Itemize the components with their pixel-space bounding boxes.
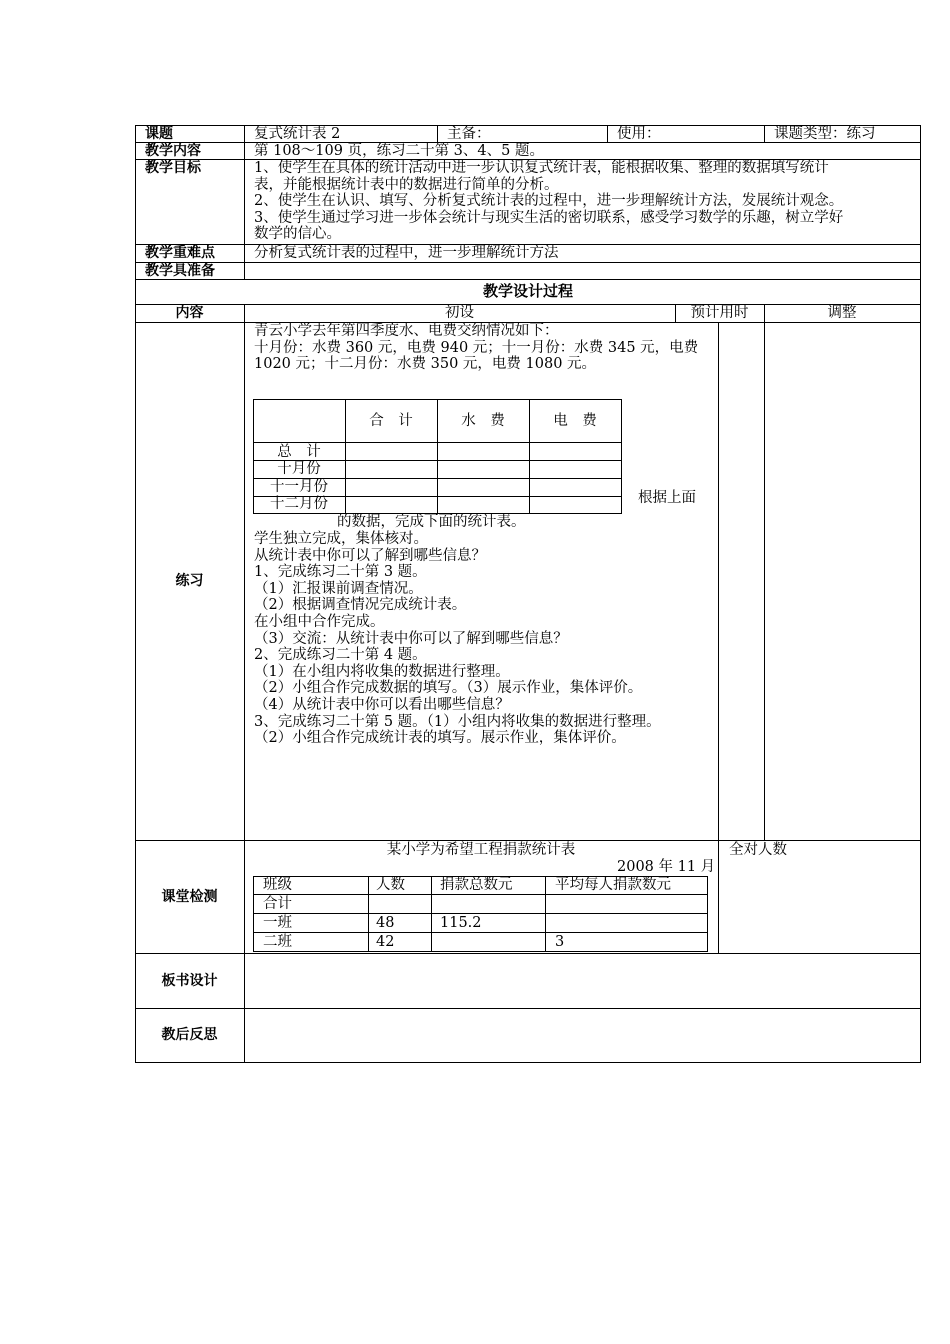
goal-line: 数学的信心。 <box>254 226 341 243</box>
col-line <box>920 125 921 1062</box>
lesson-title: 复式统计表 2 <box>254 126 341 142</box>
step-line: 3、完成练习二十第 5 题。（1）小组内将收集的数据进行整理。 <box>254 713 661 730</box>
lesson-label: 课题 <box>145 126 173 142</box>
goal-line: 表，并能根据统计表中的数据进行简单的分析。 <box>254 176 559 193</box>
step-line: （3）交流：从统计表中你可以了解到哪些信息？ <box>254 630 568 647</box>
step-line: （1）汇报课前调查情况。 <box>254 580 423 597</box>
col-draft-header: 初设 <box>445 305 474 321</box>
donation-cell: 42 <box>376 934 395 950</box>
col-line <box>135 125 136 1062</box>
donation-header-total: 捐款总数元 <box>440 877 513 893</box>
board-design-label: 板书设计 <box>161 973 218 989</box>
goal-line: 1、使学生在具体的统计活动中进一步认识复式统计表，能根据收集、整理的数据填写统计 <box>254 160 829 176</box>
donation-cell: 一班 <box>263 915 292 931</box>
row-line <box>135 953 921 954</box>
key-points-label: 教学重难点 <box>145 245 215 261</box>
after-table-text: 的数据，完成下面的统计表。 <box>337 514 526 530</box>
step-line: （4）从统计表中你可以看出哪些信息？ <box>254 696 510 713</box>
step-line: 在小组中合作完成。 <box>254 613 385 630</box>
donation-cell: 二班 <box>263 934 292 950</box>
col-line <box>244 304 245 1062</box>
row-line <box>135 279 921 280</box>
reflection-label: 教后反思 <box>161 1027 218 1043</box>
donation-cell: 3 <box>555 934 565 950</box>
row-line <box>135 1008 921 1009</box>
donation-cell: 48 <box>376 915 395 931</box>
col-line <box>437 125 438 142</box>
content-label: 教学内容 <box>145 143 201 159</box>
key-points-text: 分析复式统计表的过程中，进一步理解统计方法 <box>254 245 559 261</box>
check-table-title: 某小学为希望工程捐款统计表 <box>386 842 576 858</box>
row-label-total: 总 计 <box>277 444 321 460</box>
practice-steps <box>254 531 661 747</box>
goals-label: 教学目标 <box>145 160 201 176</box>
col-time-header: 预计用时 <box>690 305 749 321</box>
step-line: （2）根据调查情况完成统计表。 <box>254 597 467 614</box>
col-line <box>607 125 608 142</box>
step-line: 2、完成练习二十第 4 题。 <box>254 647 427 664</box>
tools-label: 教学具准备 <box>145 263 215 279</box>
practice-label: 练习 <box>175 573 204 589</box>
donation-header-class: 班级 <box>263 877 292 893</box>
row-label-oct: 十月份 <box>277 461 321 477</box>
goal-line: 2、使学生在认识、填写、分析复式统计表的过程中，进一步理解统计方法，发展统计观念。 <box>254 193 844 210</box>
practice-intro <box>254 323 698 373</box>
donation-cell: 115.2 <box>440 915 482 931</box>
check-date: 2008 年 11 月 <box>617 859 716 875</box>
step-line: （2）小组合作完成数据的填写。（3）展示作业，集体评价。 <box>254 680 643 697</box>
donation-header-average: 平均每人捐款数元 <box>555 877 671 893</box>
lesson-type: 课题类型：练习 <box>774 126 876 142</box>
goals-text <box>254 160 843 243</box>
step-line: 1、完成练习二十第 3 题。 <box>254 564 427 581</box>
col-line <box>244 125 245 279</box>
row-line <box>135 840 921 841</box>
step-line: （2）小组合作完成统计表的填写。展示作业，集体评价。 <box>254 730 626 747</box>
header-total: 合 计 <box>369 413 413 429</box>
header-water: 水 费 <box>461 413 505 429</box>
content-text: 第 108～109 页，练习二十第 3、4、5 题。 <box>254 143 544 159</box>
user-label: 使用： <box>617 126 661 142</box>
step-line: 学生独立完成，集体核对。 <box>254 531 428 547</box>
step-line: （1）在小组内将收集的数据进行整理。 <box>254 663 510 680</box>
row-line <box>135 1062 921 1063</box>
design-title: 教学设计过程 <box>482 282 573 300</box>
step-line: 从统计表中你可以了解到哪些信息？ <box>254 547 486 564</box>
side-note: 根据上面 <box>638 490 696 506</box>
col-adjust-header: 调整 <box>827 305 857 321</box>
col-content-header: 内容 <box>175 305 204 321</box>
preparer-label: 主备： <box>447 126 491 142</box>
donation-header-count: 人数 <box>376 877 405 893</box>
intro-line: 青云小学去年第四季度水、电费交纳情况如下： <box>254 323 559 339</box>
goal-line: 3、使学生通过学习进一步体会统计与现实生活的密切联系，感受学习数学的乐趣，树立学好 <box>254 209 844 226</box>
check-label: 课堂检测 <box>161 889 218 905</box>
donation-cell: 合计 <box>263 896 292 912</box>
row-label-nov: 十一月份 <box>270 479 328 495</box>
row-label-dec: 十二月份 <box>270 496 328 512</box>
intro-line: 1020 元；十二月份：水费 350 元，电费 1080 元。 <box>254 356 597 373</box>
row-line <box>135 262 921 263</box>
correct-count-label: 全对人数 <box>729 842 787 858</box>
col-line <box>718 322 719 953</box>
intro-line: 十月份：水费 360 元，电费 940 元；十一月份：水费 345 元，电费 <box>254 339 699 356</box>
col-line <box>764 125 765 142</box>
col-line <box>764 304 765 840</box>
header-electric: 电 费 <box>553 413 597 429</box>
